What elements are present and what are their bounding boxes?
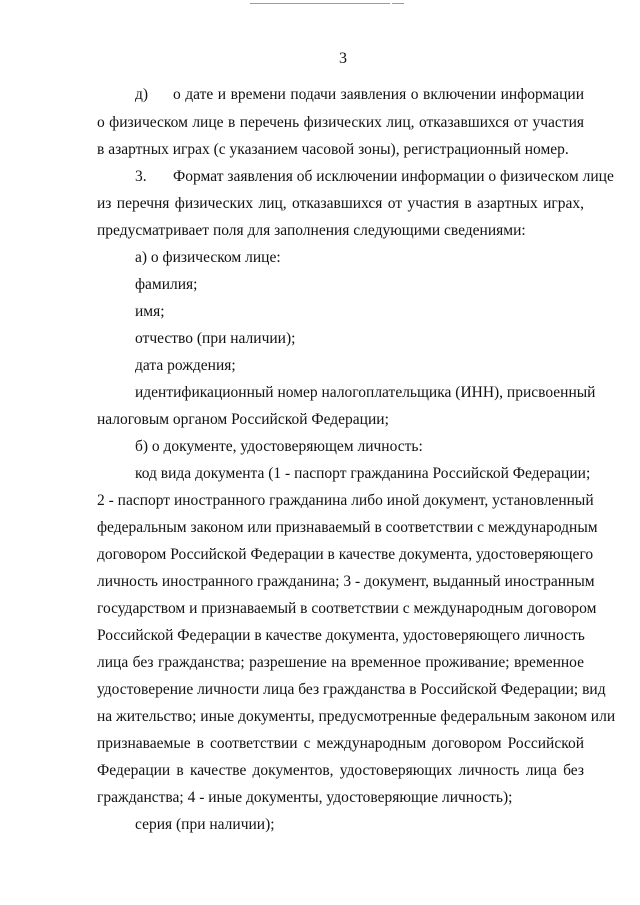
item-3-marker: 3. <box>135 168 147 185</box>
item-d-line: о дате и времени подачи заявления о включении информации <box>173 86 584 103</box>
item-3-line: из перечня физических лиц, отказавшихся от участия в азартных играх, <box>97 195 584 212</box>
doc-code-line: на жительство; иные документы, предусмотренные федеральным законом или <box>97 708 616 725</box>
top-scan-rule-fragment <box>392 3 404 4</box>
doc-code-line: личность иностранного гражданина; 3 - документ, выданный иностранным <box>97 573 595 590</box>
doc-code-line: признаваемые в соответствии с международным договором Российской <box>97 735 584 752</box>
field-inn-line: налоговым органом Российской Федерации; <box>97 411 389 428</box>
doc-code-line: лица без гражданства; разрешение на временное проживание; временное <box>97 654 584 671</box>
item-d-line: в азартных играх (с указанием часовой зоны), регистрационный номер. <box>97 141 569 158</box>
field-patronymic: отчество (при наличии); <box>135 330 296 347</box>
doc-code-line: Российской Федерации в качестве документа, удостоверяющего личность <box>97 627 585 644</box>
doc-code-line: Федерации в качестве документов, удостоверяющих личность лица без <box>97 762 584 779</box>
doc-code-line: удостоверение личности лица без гражданства в Российской Федерации; вид <box>97 681 606 698</box>
item-d-marker: д) <box>135 86 149 103</box>
field-name: имя; <box>135 303 165 320</box>
item-3-line: Формат заявления об исключении информации о физическом лице <box>173 168 614 185</box>
field-inn-line: идентификационный номер налогоплательщика (ИНН), присвоенный <box>135 384 596 401</box>
doc-code-line: договором Российской Федерации в качестве документа, удостоверяющего <box>97 546 594 563</box>
doc-code-line: федеральным законом или признаваемый в соответствии с международным <box>97 519 598 536</box>
doc-code-line: код вида документа (1 - паспорт гражданина Российской Федерации; <box>135 465 591 482</box>
series-line: серия (при наличии); <box>135 816 275 833</box>
doc-code-line: государством и признаваемый в соответствии с международным договором <box>97 600 597 617</box>
item-3-line: предусматривает поля для заполнения следующими сведениями: <box>97 222 526 239</box>
item-d-line: о физическом лице в перечень физических лиц, отказавшихся от участия <box>97 114 584 131</box>
field-birth-date: дата рождения; <box>135 357 236 374</box>
doc-code-line: гражданства; 4 - иные документы, удостоверяющие личность); <box>97 789 513 806</box>
field-surname: фамилия; <box>135 276 198 293</box>
doc-code-line: 2 - паспорт иностранного гражданина либо иной документ, установленный <box>97 492 594 509</box>
top-scan-rule <box>250 3 390 4</box>
section-a-heading: а) о физическом лице: <box>135 249 281 266</box>
page-number: 3 <box>339 50 347 67</box>
section-b-heading: б) о документе, удостоверяющем личность: <box>135 438 423 455</box>
